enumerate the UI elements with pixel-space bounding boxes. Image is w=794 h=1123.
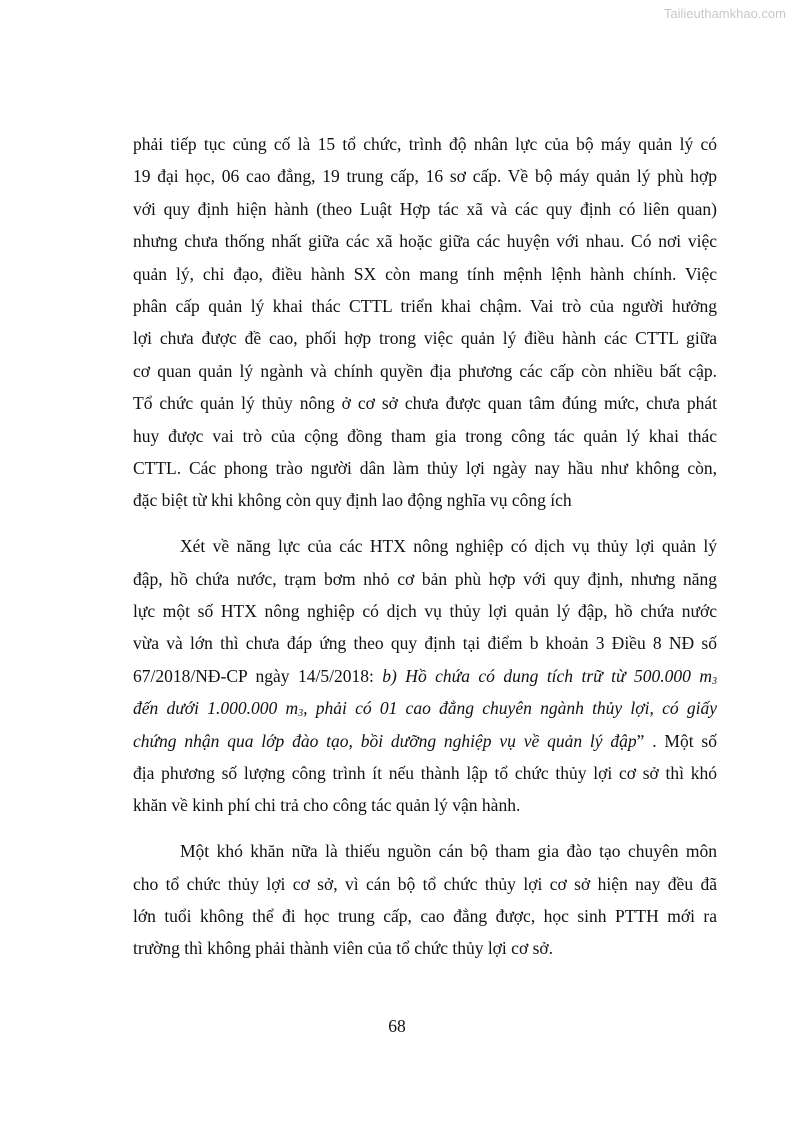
quoted-regulation: chứng nhận qua lớp đào tạo, bồi dưỡng nghiệp vụ về quản lý đập xyxy=(133,730,637,751)
text-line: nhưng chưa thống nhất giữa các xã hoặc giữa các huyện với nhau. Có nơi việc xyxy=(133,231,717,252)
text-line: đặc biệt từ khi không còn quy định lao động nghĩa vụ công ích xyxy=(133,490,572,511)
paragraph-3 xyxy=(133,835,717,965)
text-run: 67/2018/NĐ-CP ngày 14/5/2018: xyxy=(133,665,383,686)
text-line: cho tổ chức thủy lợi cơ sở, vì cán bộ tổ chức thủy lợi cơ sở hiện nay đều đã xyxy=(133,873,717,894)
quoted-regulation: , phải có 01 cao đẳng chuyên ngành thủy lợi, có giấy xyxy=(303,698,717,719)
quoted-regulation: đến dưới 1.000.000 m xyxy=(133,698,299,719)
text-line: với quy định hiện hành (theo Luật Hợp tác xã và các quy định có liên quan) xyxy=(133,198,717,219)
document-body xyxy=(133,128,717,965)
text-line xyxy=(133,725,717,757)
text-line: địa phương số lượng công trình ít nếu thành lập tổ chức thủy lợi cơ sở thì khó xyxy=(133,762,717,783)
watermark: Tailieuthamkhao.com xyxy=(663,6,786,21)
text-line: vừa và lớn thì chưa đáp ứng theo quy định tại điểm b khoản 3 Điều 8 NĐ số xyxy=(133,633,717,654)
text-line: lực một số HTX nông nghiệp có dịch vụ thủy lợi quản lý đập, hồ chứa nước xyxy=(133,600,717,621)
text-line: Một khó khăn nữa là thiếu nguồn cán bộ tham gia đào tạo chuyên môn xyxy=(180,841,717,862)
text-line: trường thì không phải thành viên của tổ chức thủy lợi cơ sở. xyxy=(133,938,554,959)
text-line: lớn tuổi không thể đi học trung cấp, cao đẳng được, học sinh PTTH mới ra xyxy=(133,905,717,926)
paragraph-1 xyxy=(133,128,717,517)
text-line: Tổ chức quản lý thủy nông ở cơ sở chưa được quan tâm đúng mức, chưa phát xyxy=(133,393,717,414)
text-line: phải tiếp tục củng cố là 15 tổ chức, trình độ nhân lực của bộ máy quản lý có xyxy=(133,134,717,154)
text-line: quản lý, chỉ đạo, điều hành SX còn mang tính mệnh lệnh hành chính. Việc xyxy=(133,263,717,284)
text-line xyxy=(133,660,717,692)
text-line: phân cấp quản lý khai thác CTTL triển khai chậm. Vai trò của người hưởng xyxy=(133,295,717,316)
text-line: lợi chưa được đề cao, phối hợp trong việc quản lý điều hành các CTTL giữa xyxy=(133,328,717,349)
text-line: khăn về kinh phí chi trả cho công tác quản lý vận hành. xyxy=(133,795,521,816)
unit-subscript: 3 xyxy=(712,675,717,687)
text-line: cơ quan quản lý ngành và chính quyền địa phương các cấp còn nhiều bất cập. xyxy=(133,360,717,381)
text-line: Xét về năng lực của các HTX nông nghiệp có dịch vụ thủy lợi quản lý xyxy=(180,536,717,557)
quoted-regulation: b) Hồ chứa có dung tích trữ từ 500.000 m xyxy=(382,665,712,686)
paragraph-2 xyxy=(133,530,717,822)
text-line: đập, hồ chứa nước, trạm bơm nhỏ cơ bản phù hợp với quy định, nhưng năng xyxy=(133,568,717,589)
text-line: 19 đại học, 06 cao đẳng, 19 trung cấp, 16 sơ cấp. Về bộ máy quản lý phù hợp xyxy=(133,166,717,187)
text-line xyxy=(133,692,717,724)
text-run: ” . Một số xyxy=(636,730,717,751)
unit-subscript: 3 xyxy=(298,708,304,720)
text-line: huy được vai trò của cộng đồng tham gia trong công tác quản lý khai thác xyxy=(133,425,717,446)
text-line: CTTL. Các phong trào người dân làm thủy lợi ngày nay hầu như không còn, xyxy=(133,457,717,478)
page-number: 68 xyxy=(388,1016,406,1036)
